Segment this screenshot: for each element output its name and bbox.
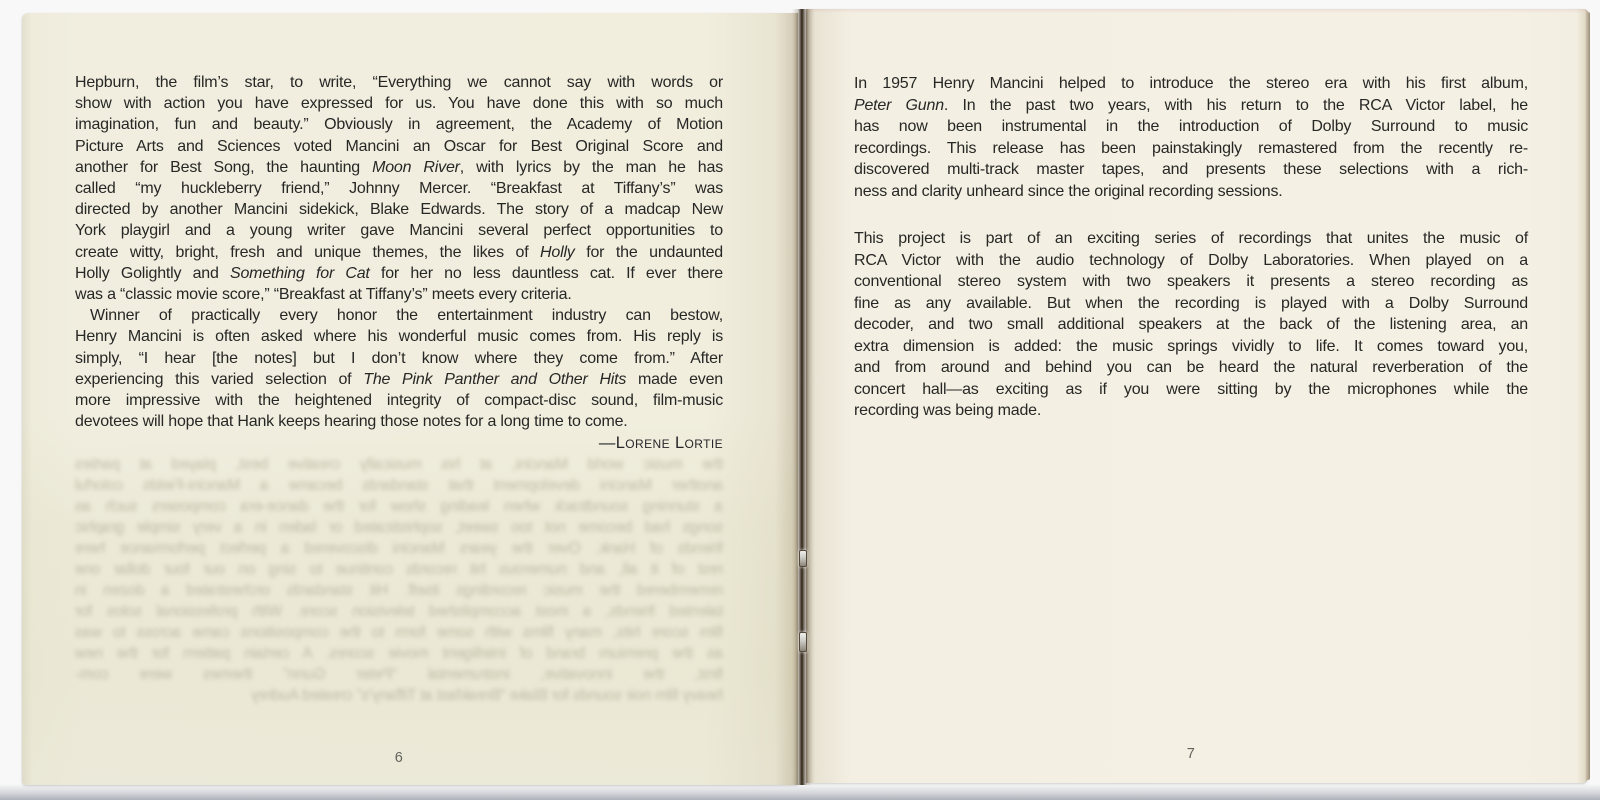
text-line: more impressive with the heightened integrity of compact-disc sound, film-music	[75, 392, 723, 410]
text-line: called “my huckleberry friend,” Johnny Mercer. “Breakfast at Tiffany’s” was	[75, 180, 723, 198]
text-line: concert hall—as exciting as if you were sitting by the microphones while the	[854, 380, 1528, 398]
text-line: talented friends, a most accomplished television score. With professional solos for	[75, 603, 723, 620]
text-line: recording was being made.	[854, 402, 1042, 419]
text-line: decoder, and two small additional speakers at the back of the listening area, an	[854, 316, 1528, 333]
text-line: has now been instrumental in the introduction of Dolby Surround to music	[854, 118, 1528, 135]
text-line: devotees will hope that Hank keeps hearing those notes for a long time to come.	[75, 413, 628, 431]
text-line: conventional stereo system with two speakers it presents a stereo recording as	[854, 273, 1528, 290]
paragraph-breakfast-at-tiffanys	[75, 72, 723, 305]
booklet-page-left	[22, 13, 798, 785]
text-line: ness and clarity unheard since the original recording sessions.	[854, 182, 1283, 200]
text-line: fine as any available. But when the recording is played with a Dolby Surround	[854, 294, 1528, 312]
text-line: and from around and behind you can be heard the natural reverberation of the	[854, 359, 1528, 376]
text-line: heavy film noir sounds for Blake “Breakfast at Tiffany’s” created Audrey	[251, 687, 723, 704]
page-number-right: 7	[1186, 746, 1196, 762]
text-line: simply, “I hear [the notes] but I don’t know where they come from.” After	[75, 349, 723, 367]
paragraph-winner-of-honors	[75, 305, 723, 432]
text-line: extra dimension is added: the music springs vividly to life. It comes toward you,	[854, 337, 1528, 355]
text-line: In 1957 Henry Mancini helped to introduce the stereo era with his first album,	[854, 75, 1528, 92]
paragraph-dolby-surround	[854, 228, 1528, 422]
page-number-left: 6	[394, 750, 404, 766]
text-line: create witty, bright, fresh and unique themes, the likes of Holly for the undaunted	[75, 243, 723, 261]
booklet-page-right	[806, 9, 1588, 783]
text-line: rest of it all, and numerous hit records continue to sing on our four dollar one	[75, 561, 723, 578]
text-line: Picture Arts and Sciences voted Mancini an Oscar for Best Original Score and	[75, 137, 723, 155]
text-line: show with action you have expressed for us. You have done this with so much	[75, 95, 723, 113]
right-page-text-block	[854, 73, 1528, 422]
text-line: remembered the music recordings itself. Hit standards orchestrated a dozen in	[75, 582, 723, 599]
text-line: Holly Golightly and Something for Cat for her no less dauntless cat. If ever there	[75, 264, 723, 282]
text-line: another for Best Song, the haunting Moon River, with lyrics by the man he has	[75, 158, 723, 176]
text-line: as the premium brand of intelligent movie scores. A certain pattern for the new	[75, 645, 723, 662]
text-line: recordings. This release has been painstakingly remastered from the recently re-	[854, 139, 1528, 157]
text-line: Hepburn, the film’s star, to write, “Everything we cannot say with words or	[75, 74, 723, 91]
author-signature: —Lorene Lortie	[598, 434, 723, 453]
text-line: RCA Victor with the audio technology of Dolby Laboratories. When played on a	[854, 251, 1528, 269]
text-line: York playgirl and a young writer gave Mancini several perfect opportunities to	[75, 222, 723, 240]
text-line: a stunning soundtrack when leading show for the dance-era composers such as	[75, 498, 723, 515]
text-line: Winner of practically every honor the entertainment industry can bestow,	[90, 307, 723, 325]
page-showthrough-text	[75, 454, 723, 706]
text-line: Peter Gunn. In the past two years, with his return to the RCA Victor label, he	[854, 96, 1528, 114]
text-line: This project is part of an exciting series of recordings that unites the music of	[854, 230, 1528, 247]
text-line: songs had become not too sweet, sophisticated or laden in a very simple graphic	[75, 519, 723, 536]
page-edge-stack	[1586, 12, 1590, 780]
text-line: first, the innovative, instrumental “Peter Gunn” themes were com-	[75, 666, 723, 683]
text-line: another Mancini development that standards became a Mancini-Fields colorful	[75, 477, 723, 494]
text-line: was a “classic movie score,” “Breakfast at Tiffany’s” meets every criteria.	[75, 286, 572, 304]
left-page-text-block	[75, 72, 723, 455]
text-line: film score hits, many films with some form to the compositions came across to was	[75, 624, 723, 641]
paragraph-stereo-era	[854, 73, 1528, 202]
booklet-spine-fold	[792, 9, 812, 785]
text-line: friends of Hank. Over the years Mancini discovered a perfect performance here	[75, 540, 723, 557]
text-line: imagination, fun and beauty.” Obviously in agreement, the Academy of Motion	[75, 116, 723, 134]
text-line: the music world Mancini, at his musically creative best, played at parties	[75, 456, 723, 473]
staple-icon	[799, 632, 807, 652]
text-line: discovered multi-track master tapes, and presents these selections with a rich-	[854, 161, 1528, 178]
text-line: experiencing this varied selection of The Pink Panther and Other Hits made even	[75, 370, 723, 388]
staple-icon	[799, 550, 807, 567]
text-line: Henry Mancini is often asked where his wonderful music comes from. His reply is	[75, 328, 723, 346]
text-line: directed by another Mancini sidekick, Blake Edwards. The story of a madcap New	[75, 201, 723, 219]
scan-edge-shadow	[0, 784, 1600, 800]
